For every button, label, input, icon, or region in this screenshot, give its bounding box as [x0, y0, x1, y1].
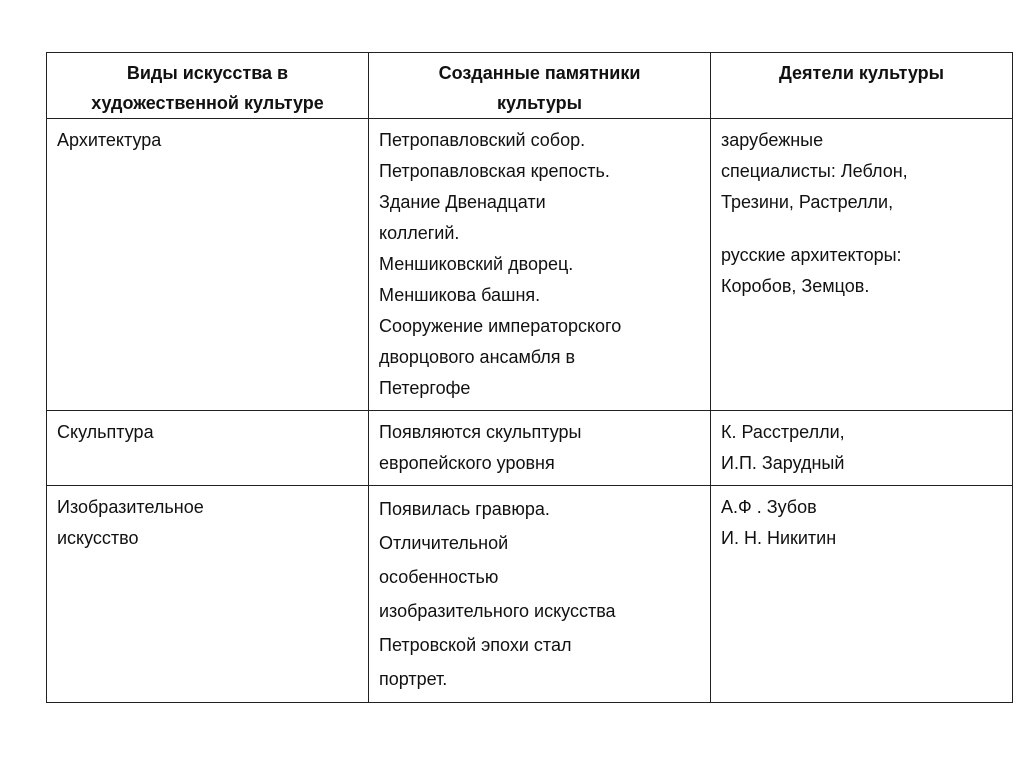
cell-line: Петропавловская крепость. — [379, 161, 610, 181]
cell-line: европейского уровня — [379, 453, 555, 473]
header-works-line: Созданные памятники — [438, 63, 641, 83]
header-works — [369, 53, 711, 119]
cell-people — [711, 411, 1013, 486]
header-kind-line: Виды искусства в — [126, 63, 289, 83]
cell-line: Петровской эпохи стал — [379, 635, 572, 655]
cell-line: Скульптура — [57, 422, 154, 442]
header-people — [711, 53, 1013, 119]
table-row-fine-art — [47, 486, 1013, 703]
cell-line: И.П. Зарудный — [721, 453, 845, 473]
table-row-sculpture — [47, 411, 1013, 486]
cell-line: дворцового ансамбля в — [379, 347, 576, 367]
table-row-architecture — [47, 119, 1013, 411]
cell-line: русские архитекторы: — [721, 245, 902, 265]
culture-table — [46, 52, 1013, 703]
cell-line: Меншиковский дворец. — [379, 254, 574, 274]
cell-line: Петергофе — [379, 378, 471, 398]
cell-line: Петропавловский собор. — [379, 130, 586, 150]
cell-works — [369, 119, 711, 411]
cell-line: Коробов, Земцов. — [721, 276, 870, 296]
cell-line: Трезини, Растрелли, — [721, 192, 894, 212]
cell-line: специалисты: Леблон, — [721, 161, 908, 181]
header-row — [47, 53, 1013, 119]
cell-people — [711, 119, 1013, 411]
cell-kind — [47, 411, 369, 486]
cell-line: И. Н. Никитин — [721, 528, 837, 548]
cell-works — [369, 411, 711, 486]
cell-line: Архитектура — [57, 130, 162, 150]
header-kind-line: художественной культуре — [91, 93, 324, 113]
cell-line: зарубежные — [721, 130, 824, 150]
cell-line: портрет. — [379, 669, 448, 689]
cell-line: Здание Двенадцати — [379, 192, 546, 212]
cell-line: искусство — [57, 528, 139, 548]
cell-line: Сооружение императорского — [379, 316, 622, 336]
cell-people — [711, 486, 1013, 703]
cell-line: коллегий. — [379, 223, 460, 243]
cell-line: Меншикова башня. — [379, 285, 541, 305]
cell-line: К. Расстрелли, — [721, 422, 845, 442]
header-works-line: культуры — [496, 93, 583, 113]
cell-line: Изобразительное — [57, 497, 204, 517]
cell-line: Отличительной — [379, 533, 509, 553]
header-kind — [47, 53, 369, 119]
header-people-line: Деятели культуры — [779, 63, 944, 83]
cell-line: А.Ф . Зубов — [721, 497, 817, 517]
paragraph-gap — [721, 218, 1004, 240]
cell-line: Появилась гравюра. — [379, 499, 550, 519]
cell-line: изобразительного искусства — [379, 601, 616, 621]
cell-line: Появляются скульптуры — [379, 422, 582, 442]
cell-line: особенностью — [379, 567, 499, 587]
cell-kind — [47, 119, 369, 411]
cell-kind — [47, 486, 369, 703]
cell-works — [369, 486, 711, 703]
